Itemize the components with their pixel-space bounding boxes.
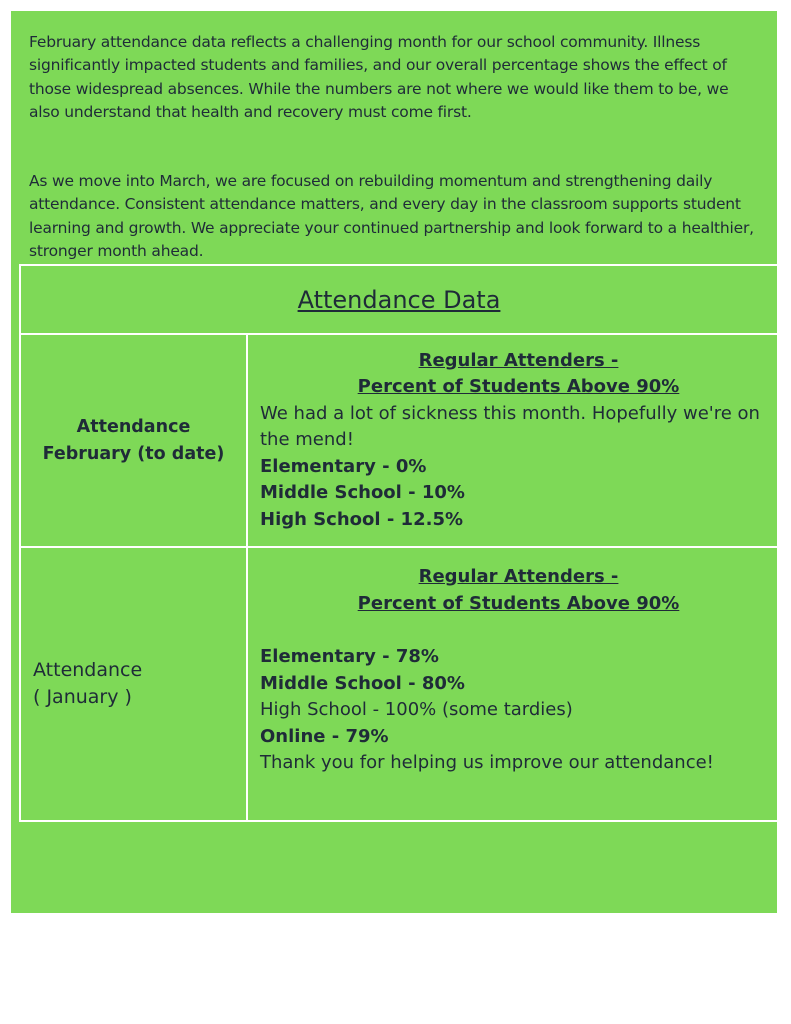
row-heading: Percent of Students Above 90% — [357, 376, 680, 398]
row-label-line: Attendance — [76, 416, 191, 437]
attendance-table — [19, 264, 779, 822]
stat-line: High School - 100% (some tardies) — [260, 699, 573, 720]
stat-line: Elementary - 0% — [260, 455, 427, 477]
stat-line: Elementary - 78% — [260, 646, 439, 667]
stat-line: High School - 12.5% — [260, 508, 464, 530]
row-content — [247, 547, 778, 821]
row-note: We had a lot of sickness this month. Hopefully we're on the mend! — [260, 402, 760, 451]
stat-line: Middle School - 10% — [260, 482, 465, 504]
row-label — [20, 334, 247, 547]
stat-line: Middle School - 80% — [260, 672, 465, 694]
stat-line: Online - 79% — [260, 725, 389, 747]
row-heading: Percent of Students Above 90% — [357, 592, 680, 614]
table-title: Attendance Data — [20, 265, 778, 334]
intro-paragraph: February attendance data reflects a challenging month for our school community. Illness significantly impacted students and families, and our overall percentage shows the effect of those widespread absences. While the numbers are not where we would like them to be, we also understand that health and recovery must come first. — [29, 33, 729, 121]
row-label-line: Attendance — [33, 659, 143, 681]
row-heading: Regular Attenders - — [418, 349, 619, 371]
row-content — [247, 334, 778, 547]
thank-you-line: Thank you for helping us improve our attendance! — [260, 752, 714, 773]
table-row — [20, 334, 778, 547]
row-heading: Regular Attenders - — [418, 566, 619, 587]
row-label-line: ( January ) — [33, 686, 132, 708]
row-label — [20, 547, 247, 821]
table-row — [20, 547, 778, 821]
intro-paragraph: As we move into March, we are focused on rebuilding momentum and strengthening daily attendance. Consistent attendance matters, and every day in the classroom supports student learning and growth. We appreciate your continued partnership and look forward to a healthier, stronger month ahead. — [29, 172, 754, 260]
row-label-line: February (to date) — [42, 443, 225, 464]
